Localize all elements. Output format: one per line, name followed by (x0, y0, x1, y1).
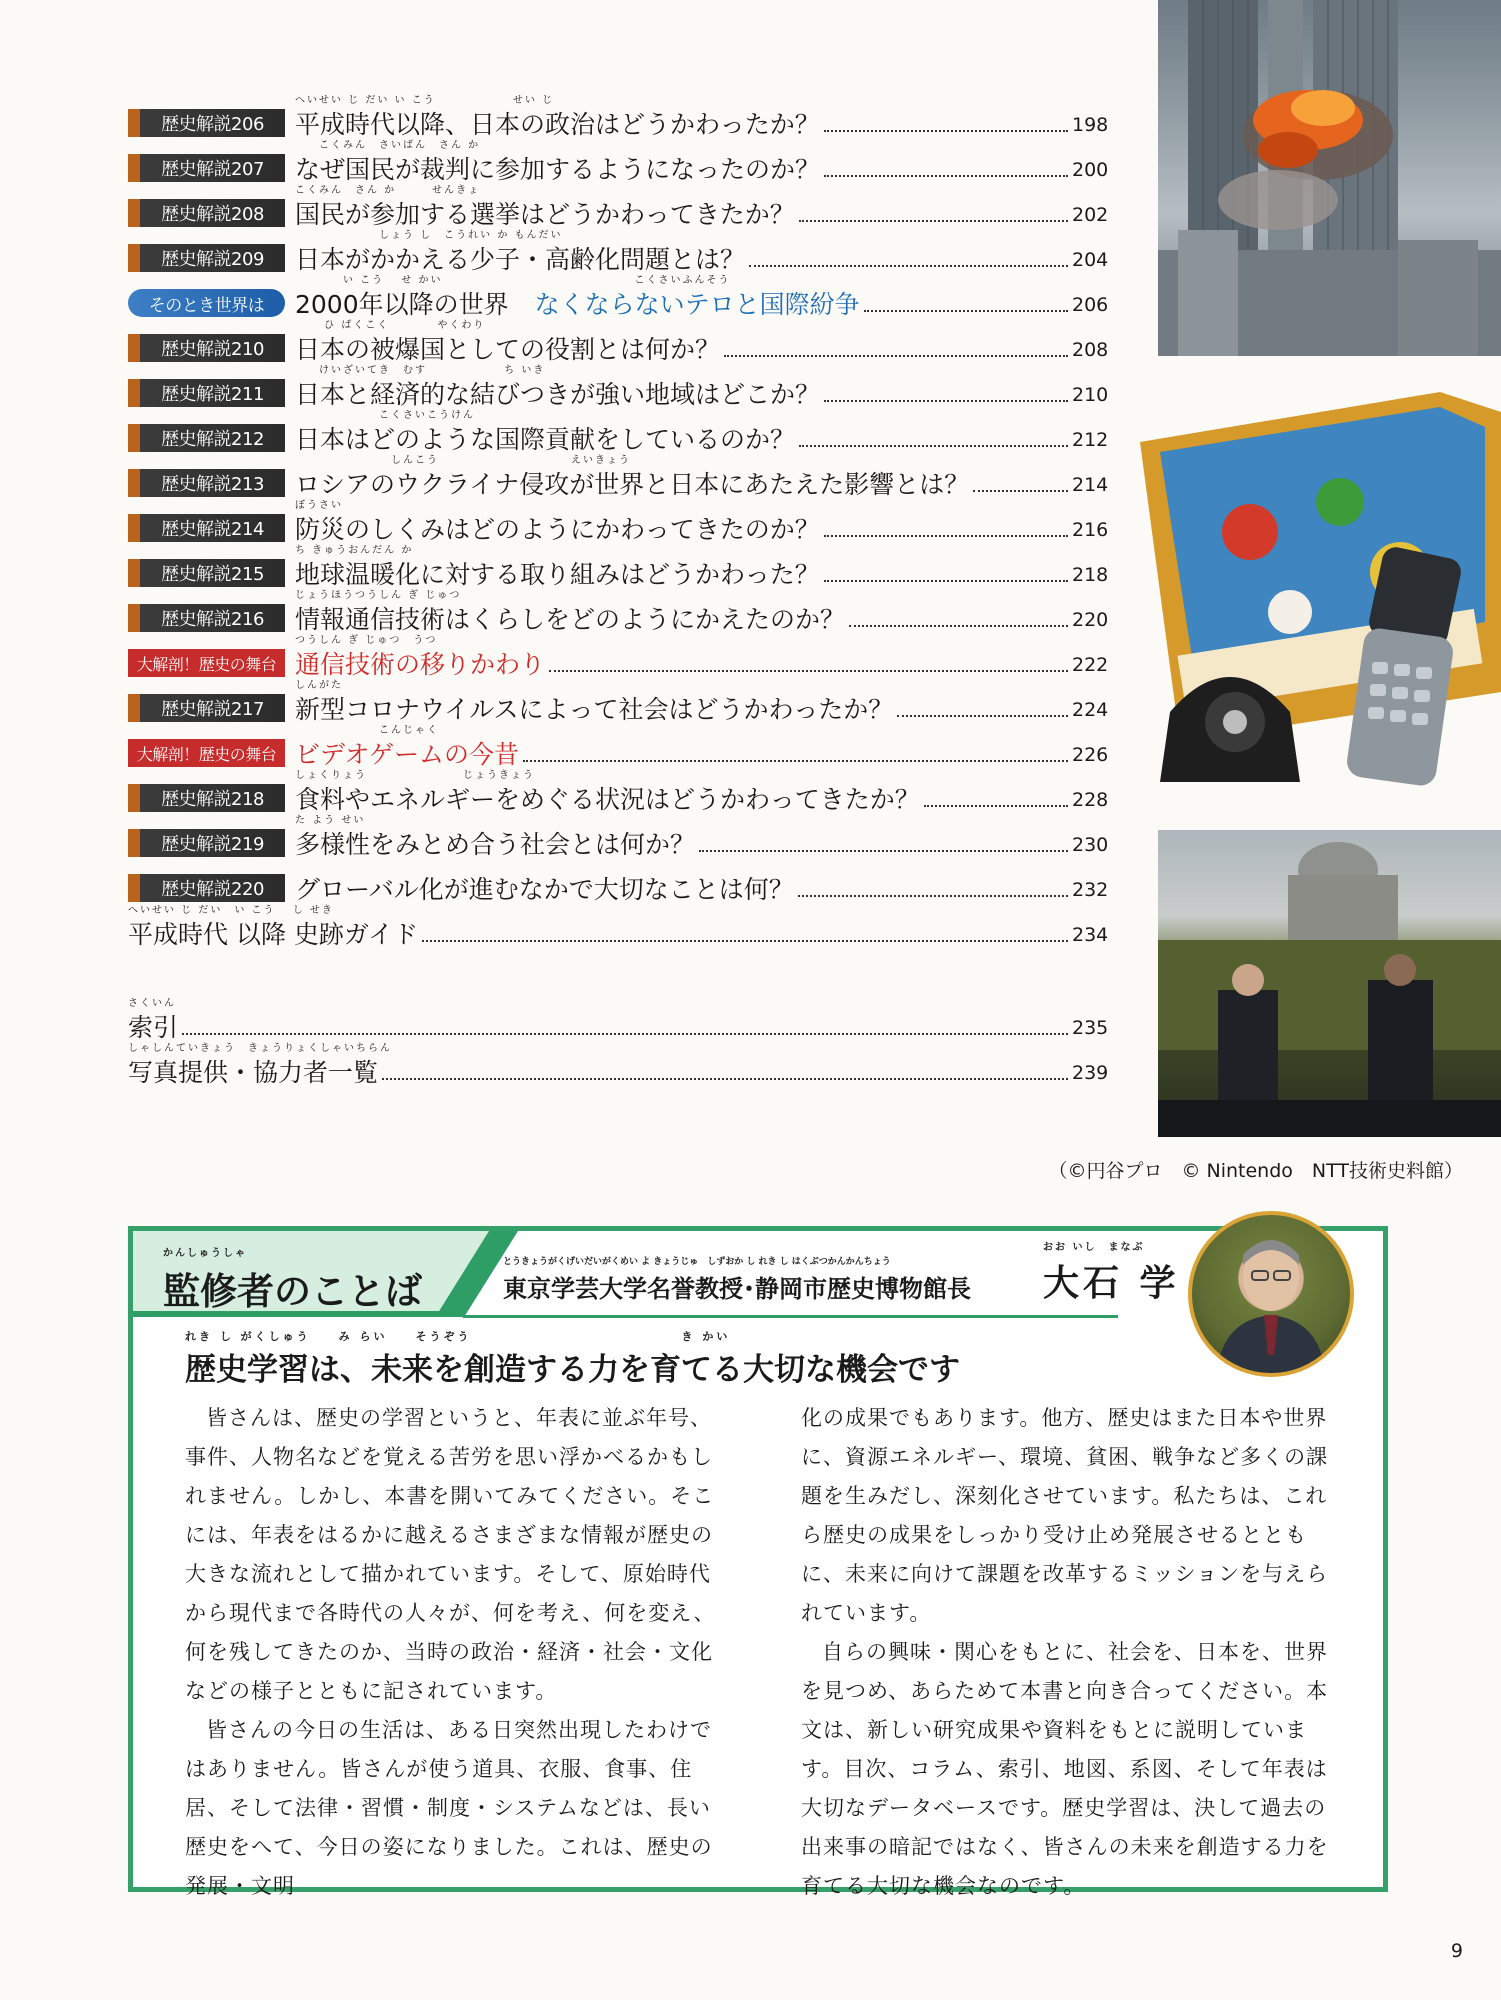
toc-row[interactable] (128, 500, 1109, 548)
toc-title-text: 2000年以降の世界 (295, 290, 509, 319)
message-paragraph: 化の成果でもあります。他方、歴史はまた日本や世界に、資源エネルギー、環境、貧困、戦争など多くの課題を生みだし、深刻化させています。私たちは、これら歴史の成果をしっかり受け止め発展させるとともに、未来に向けて課題を改革するミッションを与えられています。 (801, 1406, 1329, 1625)
toc-title-ruby: しんこう えいきょう (295, 455, 631, 466)
message-column-right (801, 1399, 1341, 1906)
toc-row[interactable] (128, 455, 1109, 503)
toc-title-ruby: い こう せ かい こくさいふんそう (295, 275, 731, 286)
toc-title (295, 365, 821, 413)
toc-row[interactable] (128, 275, 1109, 323)
toc-section-label: 歴史解説209 (128, 244, 285, 272)
toc-title-ruby: こくみん さいばん さん か (295, 140, 481, 151)
dot-leader (549, 670, 1068, 672)
box-title-ruby: かんしゅうしゃ (163, 1248, 247, 1259)
editor-role-ruby: とうきょうがくげいだいがくめい よ きょうじゅ しずおか し れき し はくぶつかんかんちょう (503, 1257, 891, 1267)
dot-leader (724, 355, 1068, 357)
toc-title-ruby: しゃしんていきょう きょうりょくしゃいちらん (128, 1043, 392, 1054)
headline-text: 歴史学習は、未来を創造する力を育てる大切な機会です (185, 1352, 960, 1388)
toc-title-text: 情報通信技術はくらしをどのようにかえたのか？ (295, 605, 846, 634)
toc-title-ruby: けいざいてき むす ち いき (295, 365, 546, 376)
message-paragraph: 皆さんは、歴史の学習というと、年表に並ぶ年号、事件、人物名などを覚える苦労を思い浮かべるかもしれません。しかし、本書を開いてみてください。そこには、年表をはるかに越えるさまざまな情報が歴史の大きな流れとして描かれています。そして、原始時代から現代まで各時代の人々が、何を考え、何を変え、何を残してきたのか、当時の政治・経済・社会・文化などの様子とともに記されています。 (185, 1406, 716, 1703)
toc-page-number: 202 (1072, 204, 1109, 226)
toc-section-label: そのとき世界は (128, 289, 285, 317)
message-paragraph: 皆さんの今日の生活は、ある日突然出現したわけではありません。皆さんが使う道具、衣服、食事、住居、そして法律・習慣・制度・システムなどは、長い歴史をへて、今日の姿になりました。これは、歴史の発展・文明 (185, 1718, 713, 1898)
toc-section-label: 歴史解説206 (128, 109, 285, 137)
dot-leader (849, 625, 1068, 627)
toc-section-label: 歴史解説211 (128, 379, 285, 407)
toc-section-label: 歴史解説218 (128, 784, 285, 812)
toc-row[interactable] (128, 770, 1109, 818)
toc-title (295, 725, 520, 773)
photo-game-and-phones (1140, 392, 1501, 797)
toc-page-number: 235 (1072, 1017, 1109, 1039)
toc-title-ruby: こくみん さん か せんきょ (295, 185, 481, 196)
toc-page-number: 212 (1072, 429, 1109, 451)
dot-leader (824, 400, 1068, 402)
toc-section-label: 歴史解説213 (128, 469, 285, 497)
toc-subtitle-text: なくならないテロと国際紛争 (534, 290, 860, 319)
dot-leader (798, 895, 1068, 897)
toc-title-text: 平成時代 以降 史跡ガイド (128, 920, 419, 949)
toc-section-label: 大解剖！歴史の舞台 (128, 739, 285, 767)
box-title-text: 監修者のことば (163, 1270, 422, 1313)
toc-title-text: 国民が参加する選挙はどうかわってきたか？ (295, 200, 795, 229)
toc-row[interactable] (128, 95, 1109, 143)
toc-title (128, 905, 419, 953)
headline-ruby: れき し がくしゅう み らい そうぞう き かい (185, 1330, 731, 1343)
dot-leader (897, 715, 1068, 717)
toc-page-number: 226 (1072, 744, 1109, 766)
toc-row[interactable] (128, 365, 1109, 413)
toc-title-text: ロシアのウクライナ侵攻が世界と日本にあたえた影響とは？ (295, 470, 970, 499)
header-underline (463, 1315, 1118, 1318)
editor-role (503, 1257, 971, 1304)
editor-name (1043, 1242, 1180, 1306)
toc-page-number: 208 (1072, 339, 1109, 361)
toc-page-number: 214 (1072, 474, 1109, 496)
toc-title-ruby: こくさいこうけん (295, 410, 475, 421)
toc-title (295, 410, 796, 458)
photo-twin-towers (1158, 0, 1501, 356)
toc-title-text: 通信技術の移りかわり (295, 650, 546, 679)
toc-title-text: 平成時代以降、日本の政治はどうかわったか？ (295, 110, 820, 139)
dot-leader (824, 580, 1068, 582)
toc-title-ruby: ぼうさい (295, 500, 343, 511)
toc-title-text: 日本はどのような国際貢献をしているのか？ (295, 425, 796, 454)
dot-leader (824, 130, 1068, 132)
toc-section-label: 歴史解説216 (128, 604, 285, 632)
toc-title (295, 230, 746, 278)
toc-title (295, 455, 970, 503)
toc-title (295, 185, 795, 233)
toc-page-number: 224 (1072, 699, 1109, 721)
toc-row[interactable] (128, 725, 1109, 773)
toc-row[interactable] (128, 230, 1109, 278)
toc-row[interactable] (128, 320, 1109, 368)
toc-row[interactable] (128, 863, 1108, 908)
message-column-left (185, 1399, 725, 1906)
toc-title-text: なぜ国民が裁判に参加するようになったのか？ (295, 155, 821, 184)
toc-section-label: 歴史解説212 (128, 424, 285, 452)
toc-title-text: 日本の被爆国としての役割とは何か？ (295, 335, 721, 364)
editor-name-text: 大石 学 (1043, 1263, 1180, 1304)
dot-leader (523, 760, 1068, 762)
toc-title-ruby: こんじゃく (295, 725, 439, 736)
toc-page-number: 232 (1072, 879, 1109, 901)
toc-title (295, 680, 894, 728)
toc-page-number: 230 (1072, 834, 1109, 856)
toc-row[interactable] (128, 590, 1109, 638)
toc-title-text: 日本がかかえる少子・高齢化問題とは？ (295, 245, 746, 274)
toc-title (295, 500, 820, 548)
toc-page-number: 198 (1072, 114, 1109, 136)
toc-title-text: 写真提供・協力者一覧 (128, 1058, 379, 1087)
toc-title (295, 545, 820, 593)
dot-leader (799, 220, 1068, 222)
toc-title (295, 635, 546, 683)
toc-section-label: 歴史解説215 (128, 559, 285, 587)
toc-page-number: 218 (1072, 564, 1109, 586)
dot-leader (749, 265, 1068, 267)
toc-row[interactable] (128, 410, 1109, 458)
toc-title-text: 防災のしくみはどのようにかわってきたのか？ (295, 515, 820, 544)
photo-peace-memorial (1158, 830, 1501, 1137)
dot-leader (182, 1033, 1068, 1035)
toc-title (128, 1043, 392, 1091)
toc-page-number: 222 (1072, 654, 1109, 676)
toc-title-ruby: しょくりょう じょうきょう (295, 770, 535, 781)
toc-title (295, 872, 794, 908)
supervisor-message-box (128, 1226, 1388, 1898)
avatar (1188, 1211, 1354, 1377)
toc-section-label: 歴史解説208 (128, 199, 285, 227)
dot-leader (824, 535, 1068, 537)
toc-title-text: 日本と経済的な結びつきが強い地域はどこか？ (295, 380, 821, 409)
editor-name-ruby: おお いし まなぶ (1043, 1242, 1145, 1253)
toc-row[interactable] (128, 185, 1109, 233)
toc-page-number: 216 (1072, 519, 1109, 541)
toc-row[interactable] (128, 815, 1109, 863)
toc-title-text: 食料やエネルギーをめぐる状況はどうかわってきたか？ (295, 785, 920, 814)
toc-title (295, 275, 860, 323)
message-paragraph: 自らの興味・関心をもとに、社会を、日本を、世界を見つめ、あらためて本書と向き合ってください。本文は、新しい研究成果や資料をもとに説明しています。目次、コラム、索引、地図、系図、そして年表は大切なデータベースです。歴史学習は、決して過去の出来事の暗記ではなく、皆さんの未来を創造する力を育てる大切な機会なのです。 (801, 1640, 1329, 1898)
toc-title-ruby: へいせい じ だい い こう せい じ (295, 95, 555, 106)
toc-title-ruby: へいせい じ だい い こう し せき (128, 905, 334, 916)
dot-leader (973, 490, 1068, 492)
toc-row-credits[interactable] (128, 1043, 1109, 1091)
dot-leader (799, 445, 1068, 447)
toc-row[interactable] (128, 635, 1109, 683)
dot-leader (864, 310, 1068, 312)
box-title (163, 1248, 422, 1315)
toc-section-label: 歴史解説214 (128, 514, 285, 542)
toc-title (295, 140, 821, 188)
toc-page-number: 204 (1072, 249, 1109, 271)
toc-page-number: 206 (1072, 294, 1109, 316)
toc-title-ruby: じょうほうつうしん ぎ じゅつ (295, 590, 462, 601)
dot-leader (924, 805, 1068, 807)
toc-title-ruby: ち きゅうおんだん か (295, 545, 414, 556)
toc-row[interactable] (128, 545, 1109, 593)
toc-section-label: 歴史解説220 (128, 874, 285, 902)
toc-section-label: 歴史解説219 (128, 829, 285, 857)
toc-page-number: 200 (1072, 159, 1109, 181)
toc-section-label: 歴史解説217 (128, 694, 285, 722)
photo-credit: （©円谷プロ © Nintendo NTT技術史料館） (1048, 1160, 1463, 1182)
toc-row-index[interactable] (128, 998, 1109, 1046)
toc-title (295, 815, 696, 863)
toc-row[interactable] (128, 140, 1109, 188)
page-number: 9 (1450, 1940, 1463, 1962)
toc-page-number: 239 (1072, 1062, 1109, 1084)
toc-title-ruby: しんがた (295, 680, 343, 691)
toc-title-ruby: ひ ばくこく やくわり (295, 320, 486, 331)
toc-title-ruby: た よう せい (295, 815, 366, 826)
toc-section-label: 歴史解説210 (128, 334, 285, 362)
toc-title-text: 地球温暖化に対する取り組みはどうかわった？ (295, 560, 820, 589)
dot-leader (699, 850, 1068, 852)
toc-title (128, 998, 179, 1046)
toc-row-guide[interactable] (128, 905, 1109, 953)
table-of-contents (128, 95, 1109, 1091)
toc-row[interactable] (128, 680, 1109, 728)
toc-title (295, 95, 820, 143)
toc-title-text: ビデオゲームの今昔 (295, 740, 520, 769)
toc-section-label: 歴史解説207 (128, 154, 285, 182)
toc-title-text: 新型コロナウイルスによって社会はどうかわったか？ (295, 695, 894, 724)
toc-page-number: 210 (1072, 384, 1109, 406)
dot-leader (824, 175, 1068, 177)
toc-title (295, 320, 721, 368)
toc-title (295, 770, 920, 818)
headline (185, 1330, 960, 1389)
toc-spacer (128, 953, 1108, 1001)
toc-title-text: 索引 (128, 1013, 179, 1042)
toc-title-ruby: つうしん ぎ じゅつ うつ (295, 635, 438, 646)
toc-title-ruby: さくいん (128, 998, 176, 1009)
toc-title-text: 多様性をみとめ合う社会とは何か？ (295, 830, 696, 859)
dot-leader (422, 940, 1068, 942)
dot-leader (382, 1078, 1068, 1080)
toc-page-number: 234 (1072, 924, 1109, 946)
toc-title-ruby: しょう し こうれい か もんだい (295, 230, 563, 241)
toc-page-number: 220 (1072, 609, 1109, 631)
toc-title-text: グローバル化が進むなかで大切なことは何？ (295, 875, 794, 904)
toc-title (295, 590, 846, 638)
toc-section-label: 大解剖！歴史の舞台 (128, 649, 285, 677)
toc-page-number: 228 (1072, 789, 1109, 811)
editor-role-text: 東京学芸大学名誉教授･静岡市歴史博物館長 (503, 1275, 971, 1303)
